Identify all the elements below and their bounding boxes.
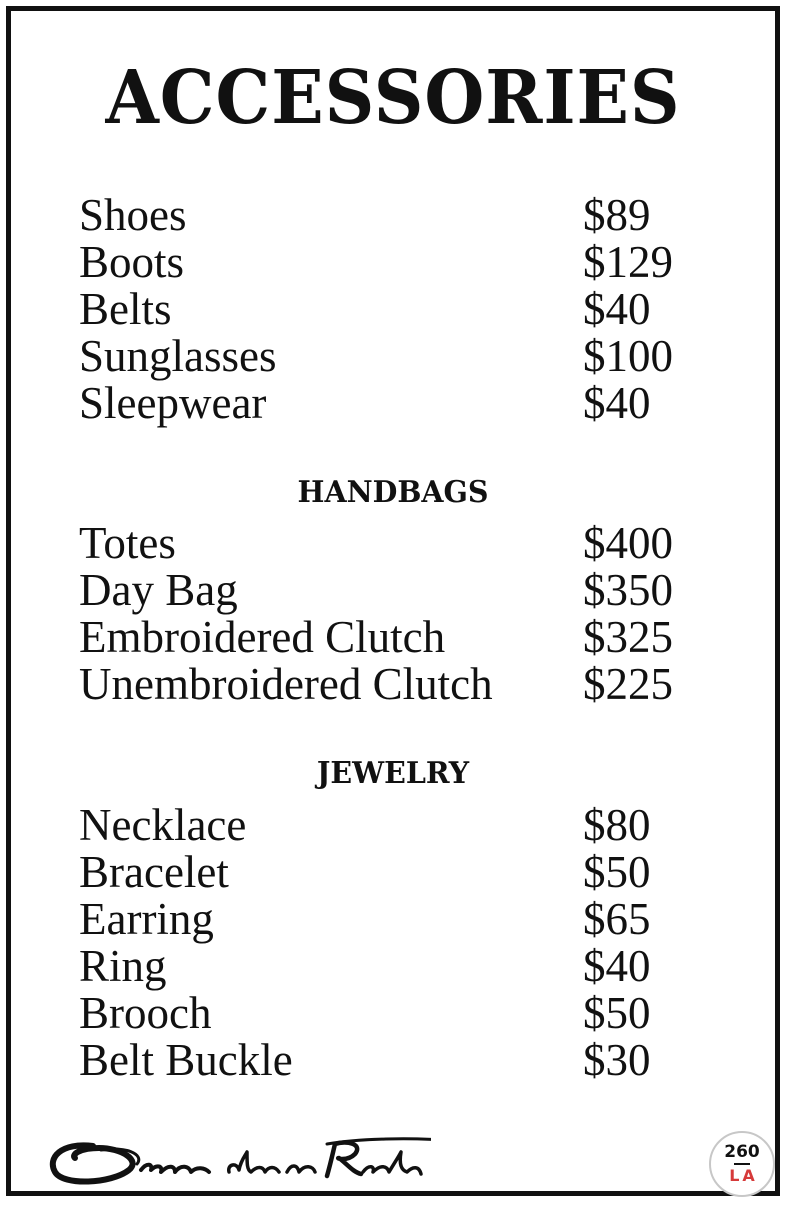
list-item	[79, 1037, 759, 1084]
page-title: ACCESSORIES	[105, 55, 681, 141]
item-price: $80	[583, 800, 651, 850]
item-price: $350	[583, 565, 673, 615]
item-name: Sunglasses	[79, 331, 277, 381]
item-price: $400	[583, 518, 673, 568]
list-item	[79, 520, 759, 567]
section-heading-jewelry: JEWELRY	[316, 756, 470, 791]
section-heading-handbags: HANDBAGS	[297, 475, 489, 510]
item-name: Boots	[79, 237, 185, 287]
accessories-list	[79, 192, 759, 427]
list-item	[79, 614, 759, 661]
handbags-list	[79, 520, 759, 708]
item-price: $50	[583, 847, 651, 897]
list-item	[79, 896, 759, 943]
item-name: Unembroidered Clutch	[79, 659, 493, 709]
list-item	[79, 661, 759, 708]
list-item	[79, 192, 759, 239]
item-price: $30	[583, 1035, 651, 1085]
list-item	[79, 990, 759, 1037]
list-item	[79, 849, 759, 896]
item-name: Necklace	[79, 800, 247, 850]
item-price: $100	[583, 331, 673, 381]
260-la-badge	[709, 1131, 775, 1197]
item-name: Earring	[79, 894, 214, 944]
item-name: Sleepwear	[79, 378, 267, 428]
item-price: $40	[583, 378, 651, 428]
price-list-card	[6, 6, 780, 1196]
item-name: Ring	[79, 941, 167, 991]
item-price: $50	[583, 988, 651, 1038]
list-item	[79, 802, 759, 849]
list-item	[79, 239, 759, 286]
list-item	[79, 286, 759, 333]
list-item	[79, 567, 759, 614]
list-item	[79, 943, 759, 990]
jewelry-list	[79, 802, 759, 1084]
item-name: Brooch	[79, 988, 212, 1038]
item-price: $40	[583, 284, 651, 334]
item-name: Belts	[79, 284, 172, 334]
item-name: Day Bag	[79, 565, 238, 615]
badge-divider	[734, 1163, 750, 1165]
badge-city: LA	[729, 1166, 758, 1185]
item-name: Bracelet	[79, 847, 229, 897]
item-name: Totes	[79, 518, 176, 568]
list-item	[79, 333, 759, 380]
item-price: $129	[583, 237, 673, 287]
item-name: Shoes	[79, 190, 187, 240]
badge-number: 260	[724, 1142, 760, 1162]
item-price: $89	[583, 190, 651, 240]
item-name: Embroidered Clutch	[79, 612, 446, 662]
item-price: $325	[583, 612, 673, 662]
signature-logo	[41, 1134, 431, 1194]
item-price: $65	[583, 894, 651, 944]
item-price: $40	[583, 941, 651, 991]
list-item	[79, 380, 759, 427]
item-price: $225	[583, 659, 673, 709]
item-name: Belt Buckle	[79, 1035, 293, 1085]
